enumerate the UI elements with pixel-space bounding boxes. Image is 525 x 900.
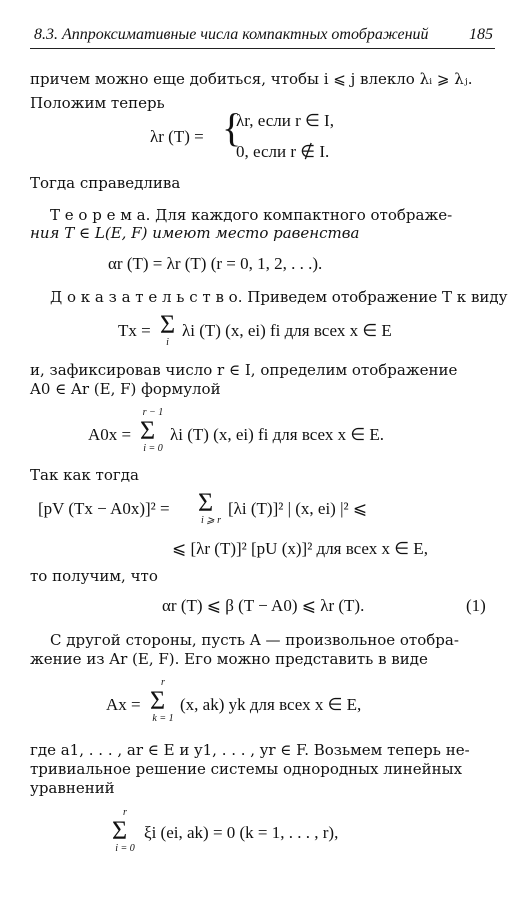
page-number: 185: [469, 26, 493, 43]
ineq2: ⩽ [λr (T)]² [pU (x)]² для всех x ∈ E,: [172, 539, 428, 558]
para3-line2: жение из Ar (E, F). Его можно представить в виде: [30, 650, 428, 668]
brace-glyph: {: [222, 105, 242, 150]
ineq1-sum-sub: i ⩾ r: [200, 515, 222, 526]
proof-line1: Д о к а з а т е л ь с т в о. Приведем отображение T к виду: [50, 288, 508, 306]
eq-last-sum-sup: r: [123, 807, 127, 818]
equation-1-body: αr (T) ⩽ β (T − A0) ⩽ λr (T).: [162, 596, 365, 615]
para1-line2: Положим теперь: [30, 94, 165, 112]
theorem-line2: ния T ∈ L(E, F) имеют место равенства: [30, 224, 360, 242]
sigma-glyph: Σ: [140, 416, 156, 445]
eq-ax-lhs: Ax =: [106, 695, 141, 714]
sigma-glyph: Σ: [112, 816, 128, 845]
header-title: 8.3. Аппроксимативные числа компактных отображений: [34, 26, 429, 43]
eq-tx-rhs: λi (T) (x, ei) fi для всех x ∈ E: [182, 321, 392, 340]
eq-last-sum-sub: i = 0: [115, 843, 135, 854]
eq-a0-sum-sup: r − 1: [142, 407, 164, 418]
eq-last-rhs: ξi (ei, ak) = 0 (k = 1, . . . , r),: [144, 823, 339, 842]
eq-a0-rhs: λi (T) (x, ei) fi для всех x ∈ E.: [170, 425, 385, 444]
sigma-glyph: Σ: [198, 488, 214, 517]
eq-ax-rhs: (x, ak) yk для всех x ∈ E,: [180, 695, 362, 714]
text-then: Тогда справедлива: [30, 174, 181, 192]
eq-ax-sum: [150, 678, 176, 724]
ineq1-rhs: [λi (T)]² | (x, ei) |² ⩽: [228, 499, 368, 518]
ineq1-sum: [198, 490, 224, 526]
text-since: Так как тогда: [30, 466, 139, 484]
equation-1-number: (1): [466, 596, 486, 615]
eq-a0-sum: [140, 408, 166, 454]
eq-tx-sum-sub: i: [166, 337, 169, 348]
para4-line2: тривиальное решение системы однородных линейных: [30, 760, 463, 778]
eq-a0-lhs: A0x =: [88, 425, 132, 444]
eq-a0-sum-sub: i = 0: [143, 443, 163, 454]
sigma-glyph: Σ: [150, 686, 166, 715]
sigma-glyph: Σ: [160, 310, 176, 339]
ineq1-lhs: [pV (Tx − A0x)]² =: [38, 499, 170, 518]
header-rule: [30, 48, 495, 49]
theorem-line1: Т е о р е м а. Для каждого компактного отображе-: [50, 206, 453, 224]
para2-line1: и, зафиксировав число r ∈ I, определим отображение: [30, 361, 458, 379]
def-eq-case1: λr, если r ∈ I,: [236, 111, 334, 130]
para4-line3: уравнений: [30, 779, 115, 797]
eq-ax-sum-sub: k = 1: [152, 713, 174, 724]
def-eq-case2: 0, если r ∉ I.: [236, 142, 330, 161]
para1-line1: причем можно еще добиться, чтобы i ⩽ j влекло λᵢ ⩾ λⱼ.: [30, 70, 473, 88]
eq-ax-sum-sup: r: [161, 677, 165, 688]
theorem-equation: αr (T) = λr (T) (r = 0, 1, 2, . . .).: [108, 254, 323, 273]
para2-line2: A0 ∈ Ar (E, F) формулой: [30, 380, 221, 398]
def-eq-lhs: λr (T) =: [150, 127, 204, 146]
para3-line1: С другой стороны, пусть A — произвольное отобра-: [50, 631, 459, 649]
eq-tx-sum: [160, 312, 175, 348]
eq-last-sum: [112, 808, 138, 854]
eq-tx-lhs: Tx =: [118, 321, 151, 340]
para4-line1: где a1, . . . , ar ∈ E и y1, . . . , yr ∈ F. Возьмем теперь не-: [30, 741, 470, 759]
running-header: [30, 26, 495, 46]
text-obtain: то получим, что: [30, 567, 158, 585]
